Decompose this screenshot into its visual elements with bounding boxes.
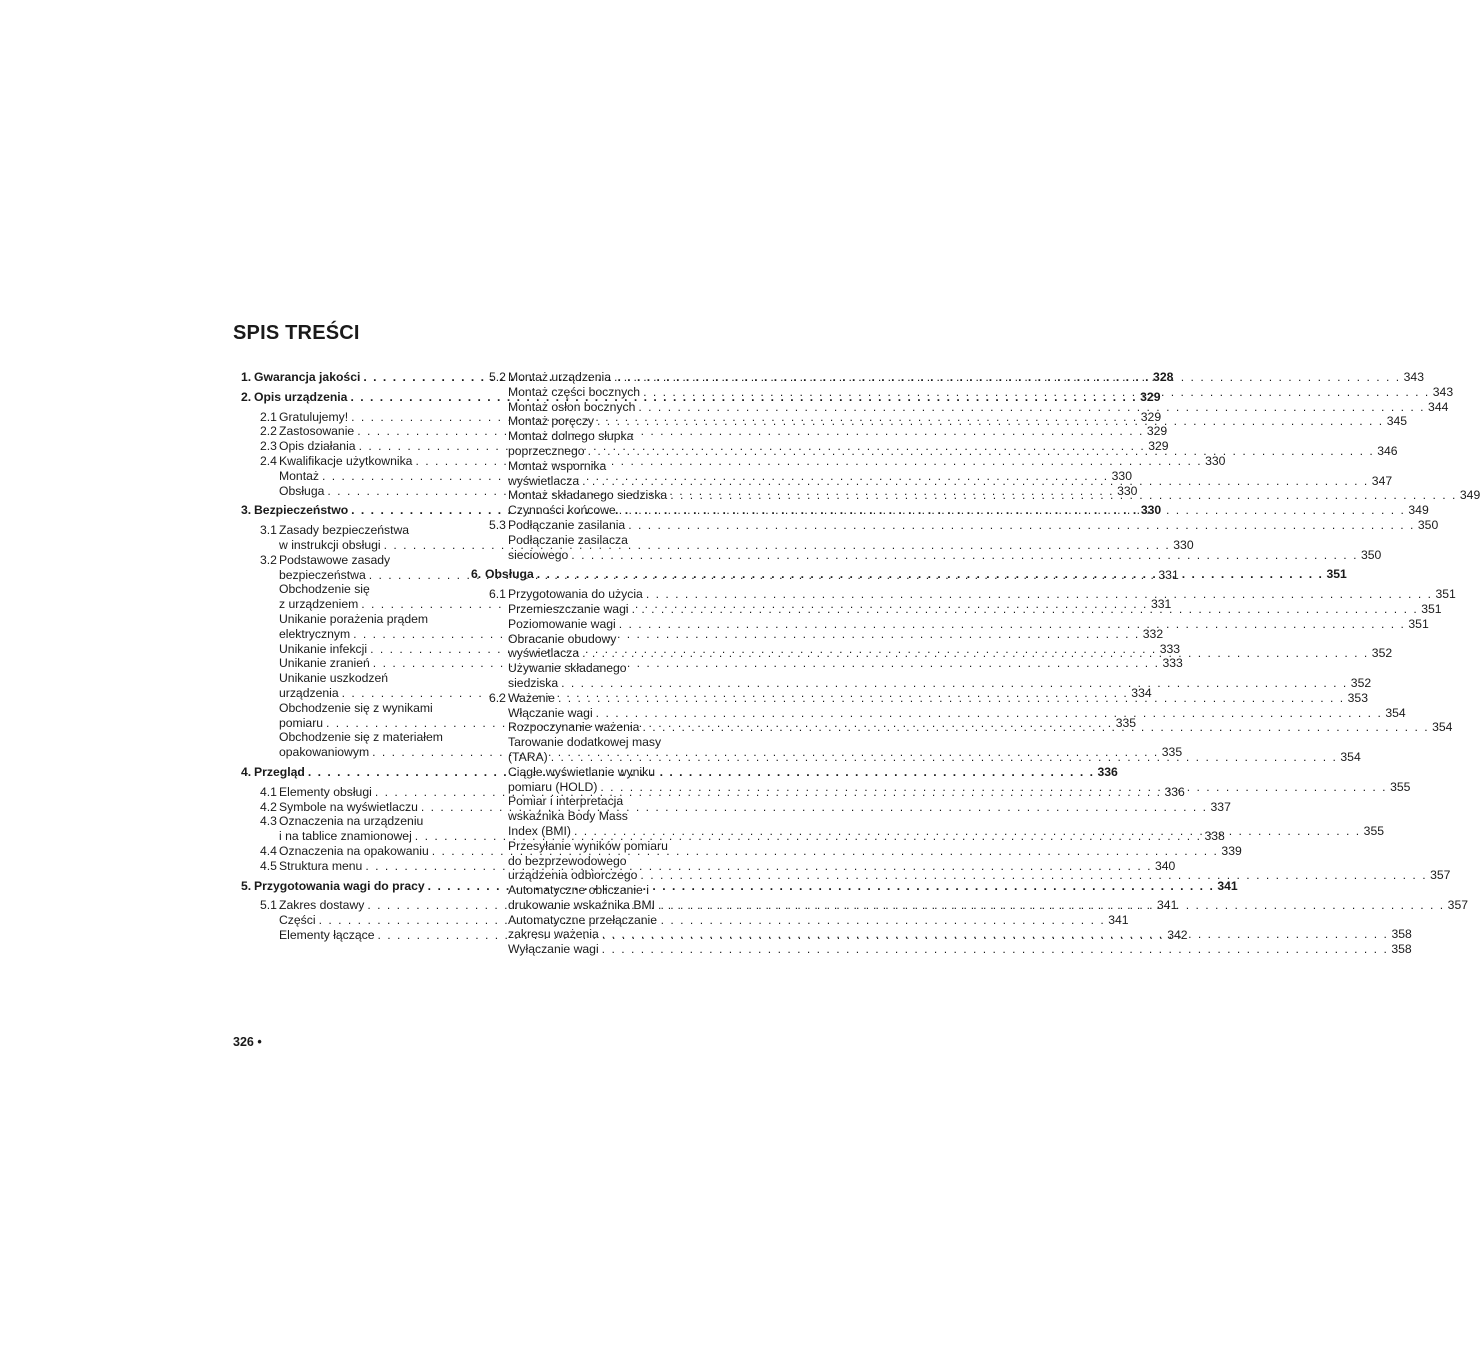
dot-leader [646, 587, 1433, 602]
toc-entry-label: Używanie składanego [508, 661, 627, 676]
toc-entry-page: 335 [1161, 745, 1183, 760]
toc-entry-page: 354 [1385, 705, 1406, 720]
toc-entry-label-continued: poprzecznego [508, 443, 585, 458]
toc-entry-page: 336 [1097, 764, 1118, 779]
toc-entry-number: 3.2 [260, 552, 277, 567]
toc-entry-label: Przygotowania wagi do pracy [254, 878, 425, 893]
dot-leader [602, 942, 1389, 957]
toc-entry-label: Przegląd [254, 764, 305, 779]
toc-entry-label: Obchodzenie się z wynikami [279, 700, 433, 715]
dot-leader [670, 488, 1457, 503]
toc-entry-label: Wyłączanie wagi [508, 942, 599, 957]
toc-entry-page: 351 [1326, 567, 1347, 582]
toc-entry-label: Zakres dostawy [279, 898, 365, 913]
dot-leader [632, 602, 1419, 617]
dot-leader [582, 474, 1369, 488]
toc-entry-page: 329 [1140, 409, 1162, 424]
toc-entry-label: Montaż składanego siedziska [508, 488, 668, 503]
dot-leader [638, 400, 1425, 415]
toc-entry-label: Automatyczne przełączanie [508, 912, 658, 927]
toc-entry-page: 333 [1159, 641, 1181, 656]
toc-entry-label: Montaż [279, 468, 319, 483]
toc-entry-number: 4. [241, 764, 252, 779]
dot-leader [558, 691, 1345, 706]
toc-entry-label: Unikanie uszkodzeń [279, 671, 389, 686]
toc-entry-page: 339 [1221, 843, 1242, 858]
toc-entry-label: Montaż wspornika [508, 458, 607, 473]
toc-entry-label: Elementy obsługi [279, 784, 372, 799]
toc-entry-label-continued: do bezprzewodowego [508, 853, 627, 868]
toc-entry-number: 4.5 [260, 858, 277, 873]
toc-entry-number: 3. [241, 503, 252, 518]
toc-entry-label: Oznaczenia na urządzeniu [279, 814, 424, 829]
toc-entry-page: 341 [1157, 898, 1178, 913]
toc-entry-label: Podłączanie zasilacza [508, 532, 628, 547]
dot-leader [588, 444, 1375, 458]
toc-entry-label: Montaż części bocznych [508, 384, 641, 399]
toc-entry-number: 4.2 [260, 799, 277, 814]
toc-entry-number: 5. [241, 878, 252, 893]
toc-entry-label-continued: wskaźnika Body Mass [508, 809, 628, 824]
dot-leader [571, 548, 1358, 562]
toc-entry-label-continued: urządzenia odbiorczego [508, 868, 638, 883]
toc-entry-page: 329 [1140, 389, 1161, 404]
toc-entry-page: 334 [1131, 685, 1152, 700]
dot-leader [643, 385, 1430, 400]
toc-entry-page: 330 [1140, 503, 1162, 518]
toc-entry-page: 328 [1153, 370, 1174, 384]
toc-entry-label-continued: opakowaniowym [279, 745, 370, 760]
toc-entry-page: 331 [1158, 567, 1179, 582]
toc-entry-label: Włączanie wagi [508, 705, 593, 720]
toc-entry-page: 331 [1150, 597, 1172, 612]
toc-entry-label: Montaż dolnego słupka [508, 429, 634, 444]
toc-entry-label-continued: (TARA) [508, 749, 548, 764]
dot-leader [561, 676, 1348, 690]
toc-entry-label: Pomiar i interpretacja [508, 794, 624, 809]
toc-entry-number: 4.1 [260, 784, 277, 799]
toc-entry-label-continued: w instrukcji obsługi [279, 537, 381, 552]
toc-entry-number: 1. [241, 370, 252, 384]
toc-entry-number: 4.4 [260, 843, 277, 858]
toc-entry-page: 336 [1164, 784, 1185, 799]
toc-entry-page: 351 [1421, 601, 1442, 616]
toc-entry-label: Kwalifikacje użytkownika [279, 453, 413, 468]
toc-entry-page: 352 [1371, 646, 1393, 661]
toc-entry-label: Ważenie [508, 690, 555, 705]
dot-leader [600, 780, 1387, 794]
toc-entry-label-continued: elektrycznym [279, 626, 351, 641]
toc-entry-label-continued: pomiaru (HOLD) [508, 779, 598, 794]
toc-entry-label: Gratulujemy! [279, 409, 349, 424]
toc-entry-label: Zastosowanie [279, 424, 355, 439]
toc-entry-page: 345 [1386, 414, 1408, 429]
toc-entry-label: Bezpieczeństwo [254, 503, 349, 518]
toc-entry-page: 350 [1417, 517, 1439, 532]
toc-entry-page: 340 [1155, 858, 1176, 873]
dot-leader [574, 824, 1361, 838]
toc-entry-label: Obchodzenie się z materiałem [279, 730, 443, 745]
toc-entry-page: 346 [1377, 443, 1398, 458]
dot-leader [596, 706, 1383, 721]
toc-entry-label: Rozpoczynanie ważenia [508, 720, 640, 735]
dot-leader [628, 518, 1415, 533]
toc-entry [471, 942, 1412, 957]
toc-entry-label: Gwarancja jakości [254, 370, 361, 384]
toc-entry-page: 332 [1142, 626, 1164, 641]
toc-entry-page: 344 [1428, 399, 1449, 414]
dot-leader [308, 765, 1095, 780]
toc-entry-page: 358 [1391, 942, 1412, 957]
dot-leader [658, 898, 1445, 912]
toc-entry-page: 358 [1391, 927, 1412, 942]
toc-entry-label: Części [279, 913, 316, 928]
toc-entry-label-continued: wyświetlacza [508, 473, 580, 488]
toc-entry-page: 353 [1347, 690, 1368, 705]
toc-entry-number: 4.3 [260, 814, 277, 829]
toc-entry-label: Zasady bezpieczeństwa [279, 523, 410, 538]
toc-entry-label: Automatyczne obliczanie i [508, 883, 649, 898]
toc-entry-page: 351 [1408, 616, 1429, 631]
toc-entry-label: Montaż osłon bocznych [508, 399, 636, 414]
toc-entry [471, 616, 1429, 632]
toc-entry-label: Montaż urządzenia [508, 370, 611, 384]
toc-entry-label-continued: pomiaru [279, 715, 324, 730]
toc-entry-label: Obracanie obudowy [508, 631, 617, 646]
dot-leader [642, 720, 1429, 735]
dot-leader [640, 868, 1427, 882]
toc-entry-page: 347 [1371, 473, 1393, 488]
toc-entry-number: 2.1 [260, 409, 277, 424]
toc-entry-label: Unikanie infekcji [279, 641, 368, 656]
toc-entry-label: Unikanie zranień [279, 656, 370, 671]
toc-entry-label: Ciągłe wyświetlanie wyniku [508, 764, 655, 779]
dot-leader [619, 503, 1406, 518]
toc-entry-label-continued: siedziska [508, 675, 559, 690]
toc-entry-page: 354 [1432, 720, 1453, 735]
toc-entry-label: Przygotowania do użycia [508, 587, 643, 602]
toc-entry-number: 5.2 [489, 370, 506, 384]
toc-entry-page: 343 [1432, 384, 1454, 399]
dot-leader [619, 617, 1406, 632]
dot-leader [614, 370, 1401, 385]
toc-entry-label: Obsługa [485, 567, 534, 582]
dot-leader [582, 646, 1369, 660]
toc-entry-label: Oznaczenia na opakowaniu [279, 843, 429, 858]
toc-entry-number: 6.1 [489, 587, 506, 602]
toc-entry-label: Struktura menu [279, 858, 363, 873]
toc-entry-page: 355 [1363, 823, 1385, 838]
toc-entry-page: 330 [1205, 453, 1226, 468]
toc-entry-label: Opis działania [279, 439, 356, 454]
toc-entry-label-continued: i na tablice znamionowej [279, 829, 412, 844]
toc-entry-label: Podstawowe zasady [279, 552, 391, 567]
toc-entry-label: Obsługa [279, 483, 325, 498]
toc-entry-number: 2.3 [260, 439, 277, 454]
toc-entry-page: 338 [1204, 829, 1225, 844]
dot-leader [319, 913, 1106, 928]
toc-entry-label: Tarowanie dodatkowej masy [508, 735, 662, 750]
toc-entry-page: 330 [1111, 468, 1132, 483]
page-number: 326 • [233, 1035, 262, 1049]
toc-entry-page: 351 [1435, 587, 1456, 602]
toc-entry-number: 2.2 [260, 424, 277, 439]
toc-entry-label-continued: drukowanie wskaźnika BMI [508, 897, 655, 912]
toc-entry-label: Czynności końcowe [508, 503, 616, 518]
toc-entry-number: 6. [471, 567, 482, 582]
toc-entry-page: 342 [1167, 927, 1188, 942]
dot-leader [551, 750, 1338, 764]
toc-entry-page: 329 [1148, 439, 1169, 454]
toc-entry-page: 335 [1115, 715, 1137, 730]
toc-entry-page: 357 [1430, 868, 1451, 883]
toc-entry-number: 3.1 [260, 523, 277, 538]
toc-entry-page: 343 [1403, 370, 1424, 384]
toc-entry-label: Przemieszczanie wagi [508, 601, 629, 616]
toc-entry-page: 329 [1146, 424, 1168, 439]
toc-entry-label-continued: sieciowego [508, 547, 569, 562]
toc-entry-label: Poziomowanie wagi [508, 616, 616, 631]
toc-entry-number: 2.4 [260, 453, 277, 468]
toc-entry-label: Przesyłanie wyników pomiaru [508, 838, 668, 853]
toc-entry-label-continued: zakresu ważenia [508, 927, 599, 942]
dot-leader [537, 567, 1324, 582]
toc-entry [471, 705, 1406, 721]
toc-entry-number: 5.3 [489, 517, 506, 532]
toc-entry-number: 6.2 [489, 690, 506, 705]
toc-entry-label-continued: bezpieczeństwa [279, 567, 366, 582]
toc-entry-page: 357 [1447, 897, 1469, 912]
toc-entry-page: 341 [1217, 878, 1238, 893]
toc-entry-number: 5.1 [260, 898, 277, 913]
toc-entry-label: Montaż poręczy [508, 414, 595, 429]
toc-entry-page: 341 [1108, 913, 1129, 928]
toc-entry-page: 355 [1390, 779, 1411, 794]
toc-entry [471, 517, 1439, 533]
toc-entry-label: Podłączanie zasilania [508, 517, 626, 532]
toc-entry-page: 350 [1360, 547, 1382, 562]
toc-entry-page: 330 [1117, 483, 1138, 498]
toc-entry-label: Symbole na wyświetlaczu [279, 799, 418, 814]
page-title: SPIS TREŚCI [233, 322, 360, 344]
toc-entry-page: 349 [1459, 488, 1480, 503]
dot-leader [597, 414, 1384, 429]
toc-entry-page: 349 [1408, 503, 1429, 518]
toc-entry-label: Unikanie porażenia prądem [279, 611, 429, 626]
toc-entry-page: 352 [1350, 675, 1372, 690]
toc-entry-label-continued: urządzenia [279, 685, 339, 700]
toc-entry-page: 337 [1210, 799, 1231, 814]
toc-entry-page: 330 [1173, 537, 1194, 552]
toc-entry-label: Elementy łączące [279, 927, 375, 942]
toc-entry-label: Obchodzenie się [279, 582, 370, 597]
toc-entry-label-continued: Index (BMI) [508, 823, 571, 838]
dot-leader [602, 927, 1389, 941]
toc-entry-page: 333 [1162, 656, 1183, 671]
toc-entry-label-continued: z urządzeniem [279, 597, 359, 612]
toc-entry-label: Opis urządzenia [254, 389, 348, 404]
toc-entry-label-continued: wyświetlacza [508, 646, 580, 661]
toc-entry [471, 399, 1449, 415]
toc-entry [471, 587, 1456, 602]
toc-entry-page: 354 [1340, 749, 1361, 764]
toc-entry-number: 2. [241, 389, 252, 404]
